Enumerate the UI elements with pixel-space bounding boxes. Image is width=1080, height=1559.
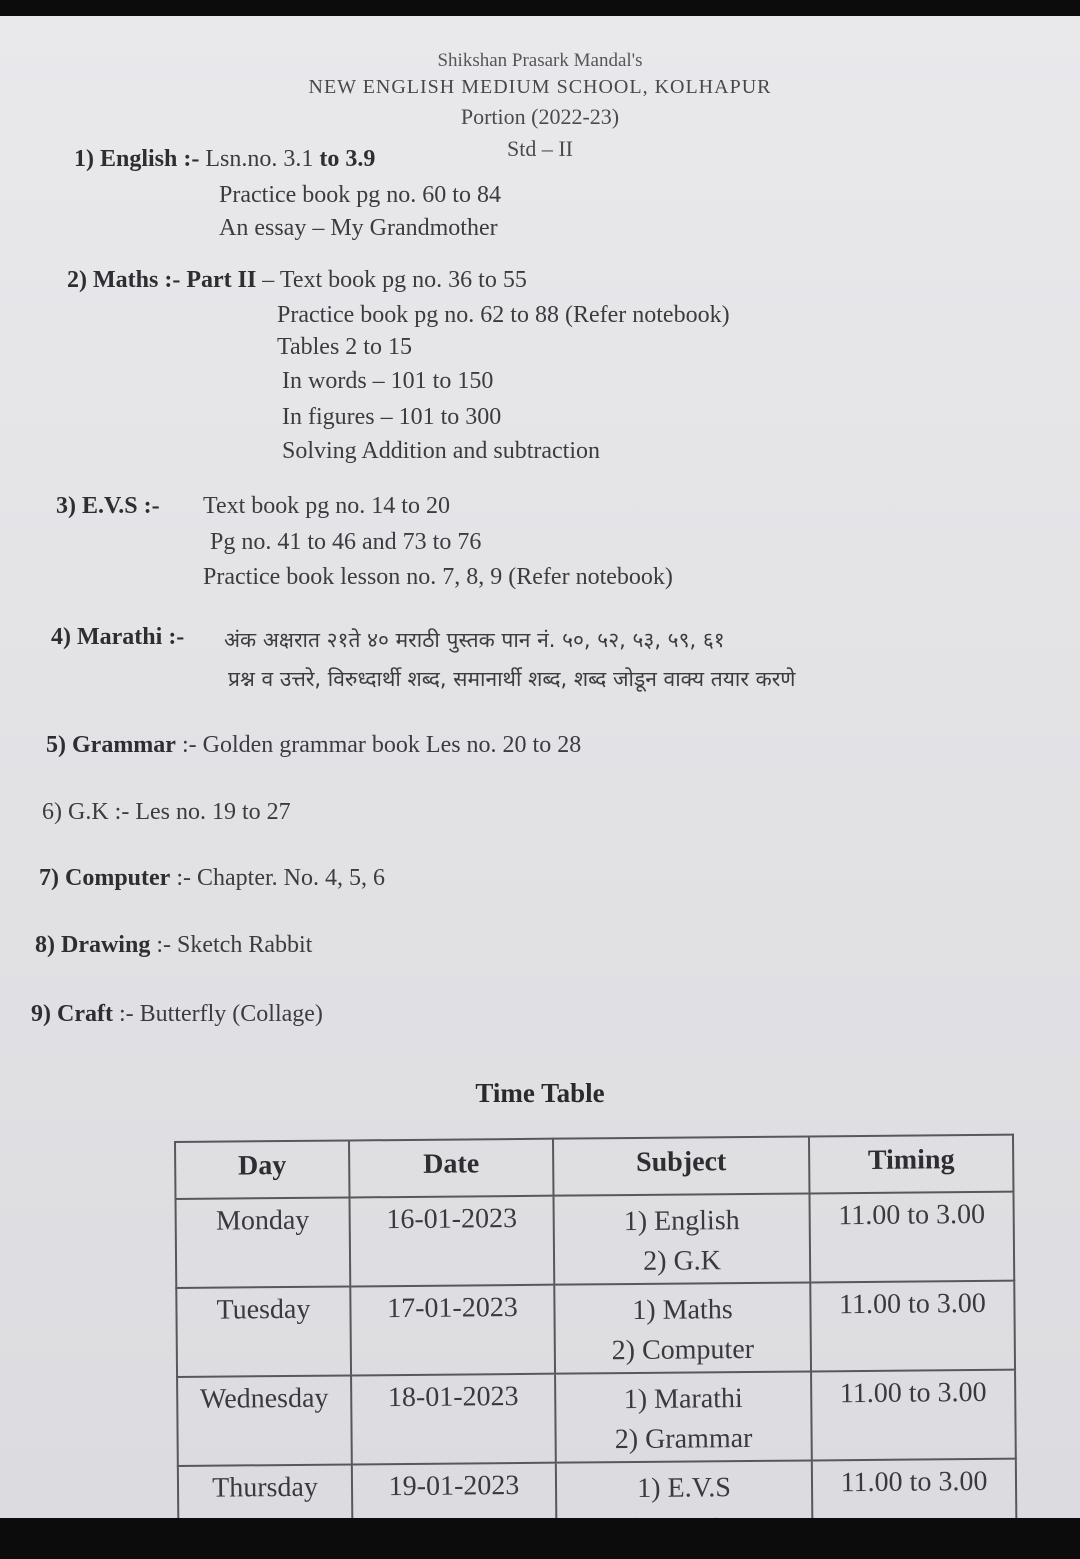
school-name: NEW ENGLISH MEDIUM SCHOOL, KOLHAPUR [308, 76, 772, 98]
day-cell: Wednesday [177, 1375, 352, 1466]
header-date: Date [349, 1139, 553, 1198]
standard: Std – II [507, 136, 573, 161]
subject-cell [555, 1371, 812, 1462]
day-cell: Monday [176, 1197, 351, 1288]
table-row [176, 1192, 1015, 1288]
english-sep: :- [177, 146, 206, 172]
timetable-title: Time Table [475, 1078, 605, 1108]
marathi-label: 4) Marathi [51, 624, 163, 650]
society-name: Shikshan Prasark Mandal's [437, 50, 643, 71]
craft-sep: :- [112, 1001, 140, 1027]
date-cell: 16-01-2023 [349, 1196, 554, 1287]
day-cell: Tuesday [176, 1286, 351, 1377]
computer-text: Chapter. No. 4, 5, 6 [196, 865, 385, 891]
day-cell: Thursday [178, 1464, 353, 1555]
computer-row [39, 865, 385, 892]
craft-label: 9) Craft [31, 1001, 113, 1027]
grammar-sep: :- [175, 732, 203, 758]
marathi-row [51, 624, 184, 651]
timetable [174, 1134, 1018, 1556]
computer-sep: :- [170, 865, 197, 891]
drawing-text: Sketch Rabbit [177, 932, 313, 958]
maths-line4: In words – 101 to 150 [282, 368, 494, 394]
maths-part: Part II [186, 267, 257, 293]
drawing-row [35, 932, 312, 959]
evs-line1: Text book pg no. 14 to 20 [203, 493, 450, 519]
subject-2: 2) G.K [643, 1245, 722, 1277]
header-day: Day [175, 1140, 349, 1199]
timing-cell: 11.00 to 3.00 [812, 1459, 1017, 1550]
date-cell: 19-01-2023 [352, 1463, 557, 1554]
subject-1: 1) Maths [632, 1294, 733, 1327]
grammar-row [46, 732, 581, 759]
maths-line5: In figures – 101 to 300 [282, 404, 502, 430]
subject-2: 2) Grammar [614, 1422, 753, 1456]
date-cell: 18-01-2023 [351, 1374, 556, 1465]
marathi-line2: प्रश्न व उत्तरे, विरुध्दार्थी शब्द, समानार्थी शब्द, शब्द जोडून वाक्य तयार करणे [228, 667, 796, 691]
marathi-line1: अंक अक्षरात २१ते ४० मराठी पुस्तक पान नं. ५०, ५२, ५३, ५९, ६१ [224, 628, 725, 652]
timing-cell: 11.00 to 3.00 [811, 1370, 1016, 1461]
bottom-black-bar [0, 1518, 1080, 1559]
english-line2: Practice book pg no. 60 to 84 [219, 182, 501, 208]
header-timing: Timing [809, 1135, 1013, 1194]
gk-sep: :- [108, 799, 136, 825]
gk-text: Les no. 19 to 27 [135, 799, 291, 825]
craft-text: Butterfly (Collage) [139, 1001, 323, 1027]
header-subject: Subject [553, 1136, 809, 1195]
maths-label: 2) Maths [67, 267, 159, 293]
english-label: 1) English [74, 146, 178, 172]
portion-sheet [0, 16, 1080, 1518]
evs-label: 3) E.V.S [56, 493, 138, 519]
craft-row [31, 1001, 323, 1028]
marathi-sep: :- [162, 624, 185, 650]
english-line3: An essay – My Grandmother [219, 215, 498, 241]
subject-cell [554, 1282, 811, 1373]
subject-1: 1) E.V.S [637, 1472, 731, 1504]
english-line1a: Lsn.no. 3.1 [205, 146, 320, 172]
subject-1: 1) Marathi [623, 1383, 743, 1416]
evs-line2: Pg no. 41 to 46 and 73 to 76 [210, 529, 482, 555]
evs-row [56, 493, 160, 520]
timetable-header-row [175, 1135, 1013, 1199]
timing-cell: 11.00 to 3.00 [809, 1192, 1014, 1283]
maths-line6: Solving Addition and subtraction [282, 438, 600, 464]
subject-cell [553, 1193, 810, 1284]
subject-2: 2) Computer [611, 1333, 755, 1367]
gk-label: 6) G.K [42, 799, 109, 825]
table-row [177, 1370, 1016, 1466]
grammar-label: 5) Grammar [46, 732, 176, 758]
maths-row [67, 267, 527, 294]
drawing-sep: :- [150, 932, 177, 958]
drawing-label: 8) Drawing [35, 932, 151, 958]
gk-row [42, 799, 291, 826]
maths-line3: Tables 2 to 15 [277, 334, 412, 360]
date-cell: 17-01-2023 [350, 1285, 555, 1376]
subject-1: 1) English [623, 1205, 740, 1238]
evs-sep: :- [137, 493, 160, 519]
maths-sep: :- [158, 267, 187, 293]
grammar-text: Golden grammar book Les no. 20 to 28 [202, 732, 582, 758]
english-row [74, 146, 375, 173]
evs-line3: Practice book lesson no. 7, 8, 9 (Refer notebook) [203, 564, 673, 590]
maths-line1: – Text book pg no. 36 to 55 [256, 267, 527, 293]
computer-label: 7) Computer [39, 865, 171, 891]
timing-cell: 11.00 to 3.00 [810, 1281, 1015, 1372]
maths-line2: Practice book pg no. 62 to 88 (Refer notebook) [277, 302, 730, 328]
portion-year: Portion (2022-23) [460, 104, 620, 129]
english-line1b: to 3.9 [319, 146, 376, 172]
table-row [176, 1281, 1015, 1377]
